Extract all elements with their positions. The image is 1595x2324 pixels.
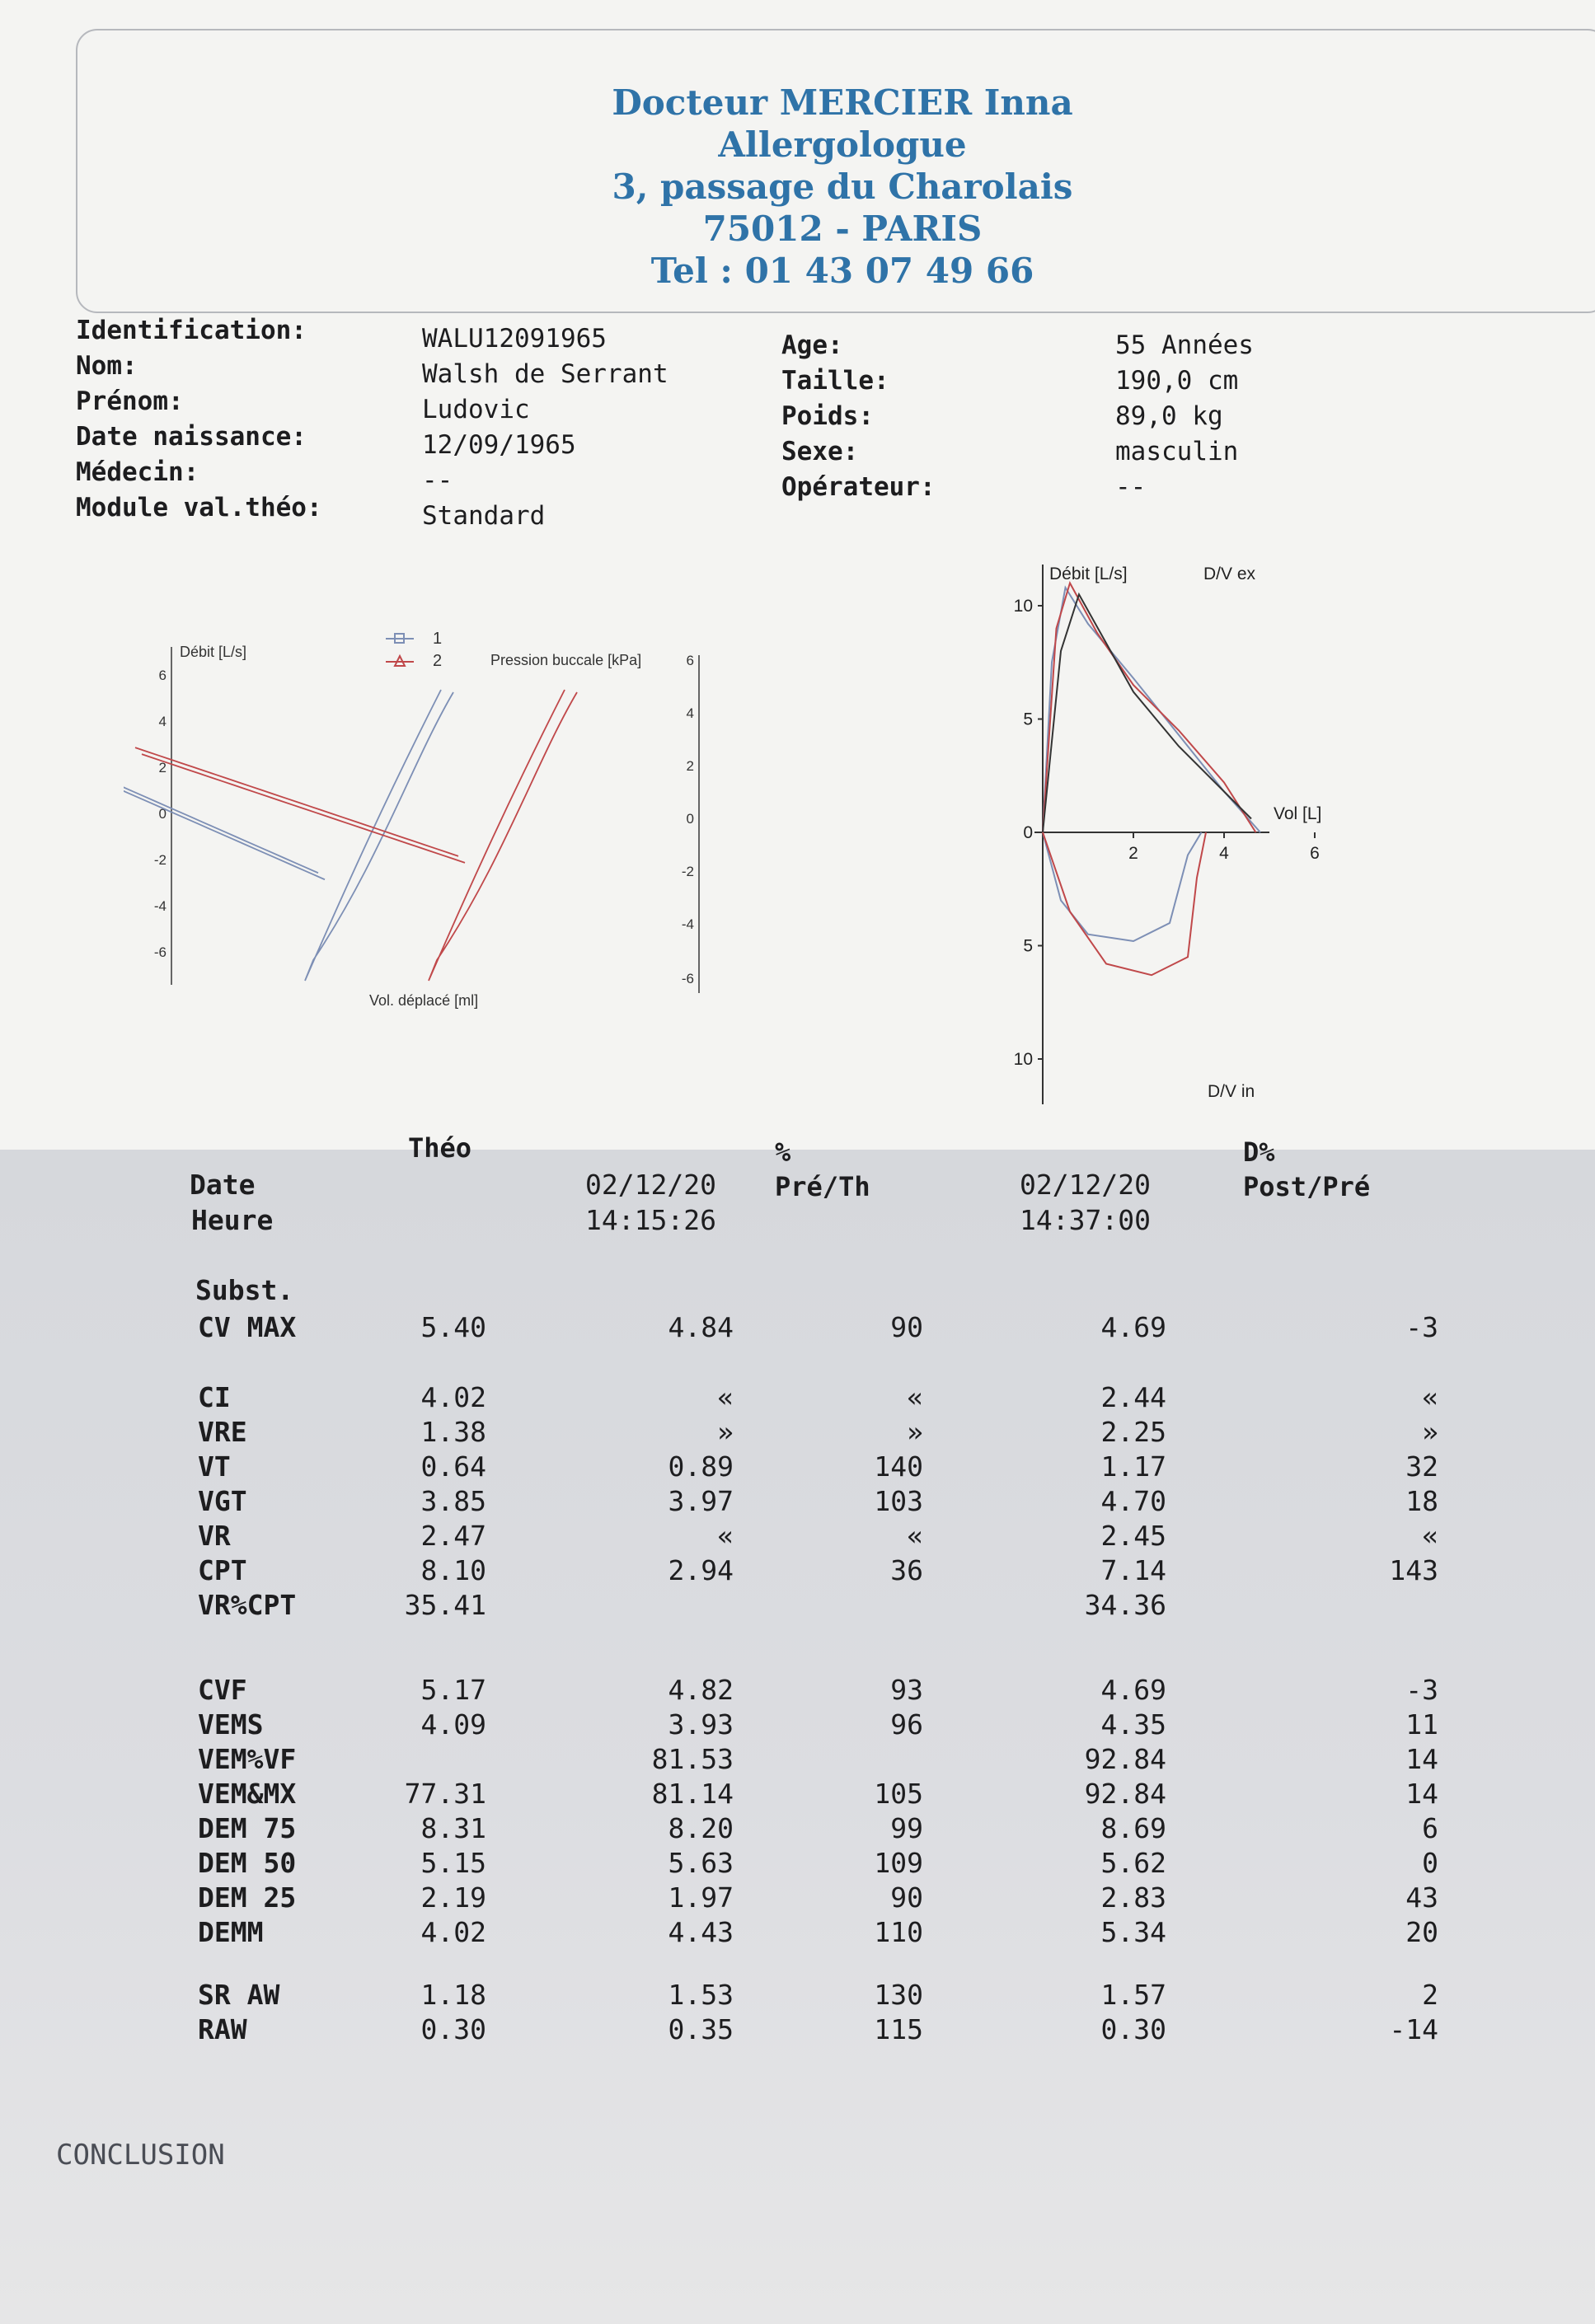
row-pct-value: 140: [874, 1450, 923, 1483]
row-theo-value: 77.31: [404, 1778, 486, 1810]
row-delta-value: 14: [1405, 1778, 1438, 1810]
row-delta-value: «: [1422, 1520, 1438, 1552]
patient-left-values: [422, 321, 668, 534]
row-theo-value: 3.85: [420, 1485, 486, 1517]
row-pct-value: 36: [890, 1554, 923, 1586]
fv-inspiration-curve-pré: [1043, 832, 1202, 941]
pleth-y-label: Débit [L/s]: [180, 644, 247, 660]
row-pct-value: 90: [890, 1311, 923, 1343]
pleth-loop-2: [142, 754, 465, 863]
pleth-y2-ticks: [682, 653, 694, 986]
pleth-pressure-curve-1: [305, 690, 453, 981]
pleth-y2tick: 0: [686, 811, 694, 827]
row-pct-value: 96: [890, 1708, 923, 1741]
row-theo-value: 8.31: [420, 1812, 486, 1844]
row-pct-value: 115: [874, 2013, 923, 2045]
row-delta-value: -3: [1405, 1311, 1438, 1343]
row-label: DEM 50: [198, 1847, 297, 1879]
date-naissance-value: 12/09/1965: [422, 430, 576, 460]
row-theo-value: 5.15: [420, 1847, 486, 1879]
date-pre-value: 02/12/20: [585, 1169, 716, 1201]
medecin-value: --: [422, 466, 453, 495]
pleth-axes: [171, 647, 699, 993]
row-pre-value: 4.43: [668, 1916, 734, 1948]
row-post-value: 4.69: [1100, 1674, 1166, 1706]
row-pct-value: 130: [874, 1979, 923, 2011]
row-delta-value: 0: [1422, 1847, 1438, 1879]
row-delta-value: 18: [1405, 1485, 1438, 1517]
row-label: CI: [198, 1381, 231, 1413]
subst-label: Subst.: [195, 1274, 294, 1306]
pleth-y-ticks: [154, 668, 167, 960]
row-pct-value: «: [907, 1520, 923, 1552]
row-theo-value: 0.64: [420, 1450, 486, 1483]
fv-ytick: 5: [1023, 710, 1033, 729]
row-pre-value: 1.97: [668, 1881, 734, 1914]
operateur-label: Opérateur:: [781, 472, 936, 502]
fv-ytick: 10: [1013, 1050, 1033, 1069]
row-pre-value: 3.97: [668, 1485, 734, 1517]
fv-x-ticks: [1128, 832, 1320, 863]
row-label: VRE: [198, 1416, 247, 1448]
row-theo-value: 4.02: [420, 1381, 486, 1413]
patient-left-labels: [76, 313, 322, 526]
row-label: VR%CPT: [198, 1589, 297, 1621]
row-post-value: 5.62: [1100, 1847, 1166, 1879]
row-label: DEM 75: [198, 1812, 297, 1844]
row-pre-value: 8.20: [668, 1812, 734, 1844]
row-label: CV MAX: [198, 1311, 297, 1343]
conclusion-label: CONCLUSION: [56, 2139, 225, 2172]
row-delta-value: «: [1422, 1381, 1438, 1413]
row-theo-value: 4.09: [420, 1708, 486, 1741]
row-theo-value: 4.02: [420, 1916, 486, 1948]
row-delta-value: 11: [1405, 1708, 1438, 1741]
identification-label: Identification:: [76, 316, 307, 345]
header-pre-th: % Pré/Th: [775, 1136, 870, 1202]
row-theo-value: 1.38: [420, 1416, 486, 1448]
taille-value: 190,0 cm: [1115, 366, 1239, 396]
pleth-y2tick: 4: [686, 705, 694, 721]
row-post-value: 4.35: [1100, 1708, 1166, 1741]
header-post-pre: D% Post/Pré: [1243, 1136, 1371, 1202]
pleth-x-label: Vol. déplacé [ml]: [369, 992, 479, 1009]
row-post-value: 92.84: [1084, 1778, 1166, 1810]
row-post-value: 2.25: [1100, 1416, 1166, 1448]
fv-inspiration-curve-post: [1043, 832, 1206, 975]
fv-ytick: 5: [1023, 936, 1033, 956]
row-pre-value: 5.63: [668, 1847, 734, 1879]
pleth-ytick: -2: [153, 852, 167, 868]
row-post-value: 8.69: [1100, 1812, 1166, 1844]
fv-ytick: 0: [1023, 823, 1033, 842]
row-post-value: 1.17: [1100, 1450, 1166, 1483]
row-pre-value: 3.93: [668, 1708, 734, 1741]
fv-inspiration-label: D/V in: [1208, 1082, 1255, 1101]
row-label: RAW: [198, 2013, 247, 2045]
medecin-label: Médecin:: [76, 457, 199, 487]
row-post-value: 2.45: [1100, 1520, 1166, 1552]
row-theo-value: 1.18: [420, 1979, 486, 2011]
pleth-y2-label: Pression buccale [kPa]: [490, 652, 642, 668]
row-label: VEM&MX: [198, 1778, 297, 1810]
pleth-y2tick: -6: [681, 971, 694, 986]
row-delta-value: 2: [1422, 1979, 1438, 2011]
date-naissance-label: Date naissance:: [76, 422, 307, 452]
row-pct-value: 109: [874, 1847, 923, 1879]
row-label: DEM 25: [198, 1881, 297, 1914]
sexe-value: masculin: [1115, 437, 1239, 466]
module-label: Module val.théo:: [76, 493, 322, 522]
row-pre-value: 4.82: [668, 1674, 734, 1706]
row-pre-value: 2.94: [668, 1554, 734, 1586]
row-delta-value: 6: [1422, 1812, 1438, 1844]
pleth-series: [124, 690, 577, 981]
row-post-value: 92.84: [1084, 1743, 1166, 1775]
plethysmography-chart: [124, 614, 717, 1026]
row-post-value: 4.69: [1100, 1311, 1166, 1343]
letterhead: [76, 29, 1595, 313]
pleth-ytick: 2: [158, 760, 167, 775]
doctor-city: 75012 - PARIS: [702, 209, 983, 249]
row-theo-value: 35.41: [404, 1589, 486, 1621]
row-pre-value: 81.53: [651, 1743, 734, 1775]
row-delta-value: 32: [1405, 1450, 1438, 1483]
row-pre-value: 1.53: [668, 1979, 734, 2011]
row-label: VT: [198, 1450, 231, 1483]
row-label: DEMM: [198, 1916, 264, 1948]
row-label: VEMS: [198, 1708, 264, 1741]
fv-xtick: 4: [1219, 844, 1229, 863]
row-post-value: 4.70: [1100, 1485, 1166, 1517]
fv-y-ticks: [1014, 597, 1043, 1069]
row-post-value: 5.34: [1100, 1916, 1166, 1948]
row-pct-value: 93: [890, 1674, 923, 1706]
pleth-y2tick: 6: [686, 653, 694, 668]
pleth-legend: [386, 630, 442, 670]
fv-xtick: 6: [1310, 844, 1320, 863]
pleth-ytick: 0: [158, 806, 167, 822]
operateur-value: --: [1115, 472, 1147, 502]
pleth-loop-1: [124, 731, 318, 873]
flow-volume-chart: [985, 556, 1356, 1121]
prenom-label: Prénom:: [76, 387, 184, 416]
row-delta-value: 43: [1405, 1881, 1438, 1914]
row-label: CPT: [198, 1554, 247, 1586]
legend-label-2: 2: [433, 652, 443, 670]
patient-right-values: [1115, 328, 1254, 505]
row-post-value: 1.57: [1100, 1979, 1166, 2011]
row-theo-value: 2.47: [420, 1520, 486, 1552]
row-post-value: 0.30: [1100, 2013, 1166, 2045]
row-pre-value: «: [717, 1520, 734, 1552]
row-pct-value: 90: [890, 1881, 923, 1914]
fv-xtick: 2: [1128, 844, 1138, 863]
row-label: VR: [198, 1520, 231, 1552]
time-pre-value: 14:15:26: [585, 1204, 716, 1236]
row-label: SR AW: [198, 1979, 280, 2011]
fv-expiration-curve-théo: [1043, 594, 1251, 832]
row-delta-value: 143: [1389, 1554, 1438, 1586]
row-pct-value: 99: [890, 1812, 923, 1844]
row-pre-value: 0.35: [668, 2013, 734, 2045]
fv-y-label: Débit [L/s]: [1049, 565, 1128, 583]
fv-series: [1043, 583, 1260, 976]
row-pct-value: »: [907, 1416, 923, 1448]
row-label: VGT: [198, 1485, 247, 1517]
row-pre-value: 4.84: [668, 1311, 734, 1343]
row-delta-value: -3: [1405, 1674, 1438, 1706]
row-label: VEM%VF: [198, 1743, 297, 1775]
header-theo: Théo: [408, 1132, 472, 1164]
row-pre-value: 0.89: [668, 1450, 734, 1483]
row-theo-value: 8.10: [420, 1554, 486, 1586]
fv-expiration-label: D/V ex: [1203, 565, 1256, 583]
row-pct-value: «: [907, 1381, 923, 1413]
row-theo-value: 5.40: [420, 1311, 486, 1343]
doctor-phone: Tel : 01 43 07 49 66: [650, 251, 1034, 291]
pleth-ytick: -4: [153, 898, 167, 914]
row-pre-value: «: [717, 1381, 734, 1413]
age-value: 55 Années: [1115, 330, 1254, 360]
row-post-value: 2.44: [1100, 1381, 1166, 1413]
legend-label-1: 1: [433, 630, 443, 648]
date-label: Date: [190, 1169, 256, 1201]
taille-label: Taille:: [781, 366, 889, 396]
row-delta-value: »: [1422, 1416, 1438, 1448]
pleth-y2tick: -2: [681, 864, 694, 879]
pleth-ytick: -6: [153, 944, 167, 960]
module-value: Standard: [422, 501, 546, 531]
doctor-name: Docteur MERCIER Inna: [612, 82, 1073, 123]
nom-value: Walsh de Serrant: [422, 359, 668, 389]
pleth-pressure-curve-2: [429, 690, 577, 981]
row-post-value: 7.14: [1100, 1554, 1166, 1586]
row-post-value: 34.36: [1084, 1589, 1166, 1621]
row-post-value: 2.83: [1100, 1881, 1166, 1914]
poids-value: 89,0 kg: [1115, 401, 1223, 431]
fv-ytick: 10: [1013, 597, 1033, 616]
patient-right-labels: [781, 328, 936, 505]
row-pct-value: 105: [874, 1778, 923, 1810]
fv-expiration-curve-post: [1043, 583, 1256, 833]
row-theo-value: 0.30: [420, 2013, 486, 2045]
row-delta-value: -14: [1389, 2013, 1438, 2045]
nom-label: Nom:: [76, 351, 138, 381]
row-pct-value: 103: [874, 1485, 923, 1517]
pleth-y2tick: 2: [686, 758, 694, 774]
row-pre-value: 81.14: [651, 1778, 734, 1810]
doctor-specialty: Allergologue: [718, 124, 967, 165]
age-label: Age:: [781, 330, 843, 360]
time-post-value: 14:37:00: [1020, 1204, 1151, 1236]
heure-label: Heure: [191, 1204, 274, 1236]
row-theo-value: 5.17: [420, 1674, 486, 1706]
row-delta-value: 20: [1405, 1916, 1438, 1948]
doctor-address: 3, passage du Charolais: [612, 166, 1073, 207]
pleth-y2tick: -4: [681, 916, 694, 932]
fv-x-label: Vol [L]: [1274, 804, 1322, 823]
row-label: CVF: [198, 1674, 247, 1706]
pleth-ytick: 6: [158, 668, 167, 683]
pleth-ytick: 4: [158, 714, 167, 729]
poids-label: Poids:: [781, 401, 874, 431]
row-theo-value: 2.19: [420, 1881, 486, 1914]
pleth-loop-2: [135, 747, 458, 856]
row-delta-value: 14: [1405, 1743, 1438, 1775]
sexe-label: Sexe:: [781, 437, 859, 466]
date-post-value: 02/12/20: [1020, 1169, 1151, 1201]
row-pct-value: 110: [874, 1916, 923, 1948]
prenom-value: Ludovic: [422, 395, 530, 424]
row-pre-value: »: [717, 1416, 734, 1448]
identification-value: WALU12091965: [422, 324, 607, 354]
